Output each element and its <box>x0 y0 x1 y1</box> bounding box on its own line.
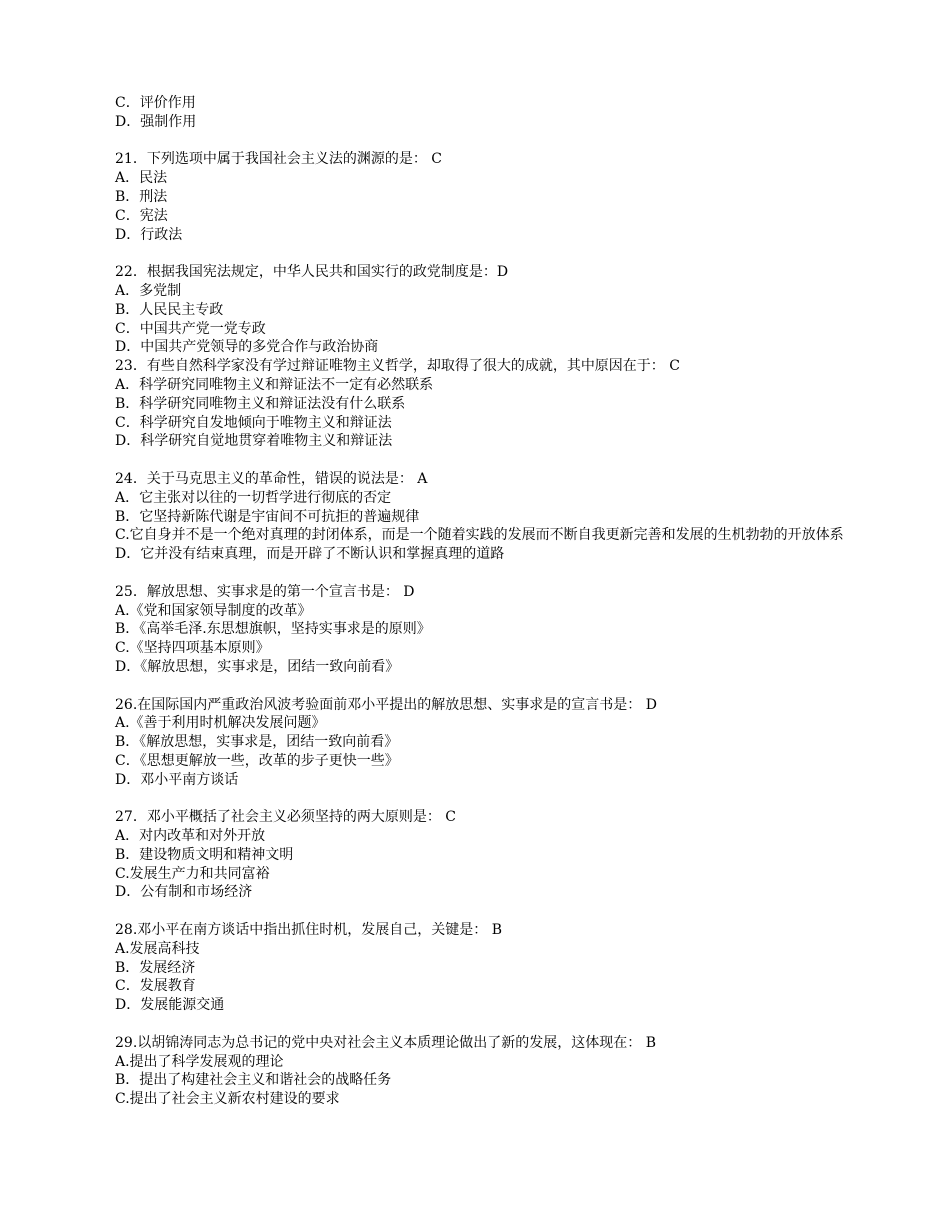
option-line: C．宪法 <box>115 207 168 224</box>
option-line: B．提出了构建社会主义和谐社会的战略任务 <box>115 1072 392 1089</box>
spacer <box>115 132 875 151</box>
option-line: C．《思想更解放一些，改革的步子更快一些》 <box>115 752 399 769</box>
option-line: B．科学研究同唯物主义和辩证法没有什么联系 <box>115 395 406 412</box>
option-line: D．强制作用 <box>115 113 197 130</box>
option-line: C．发展教育 <box>115 978 196 995</box>
option-line: D．公有制和市场经济 <box>115 884 253 901</box>
option-line: B．刑法 <box>115 188 168 205</box>
option-line: C.它自身并不是一个绝对真理的封闭体系，而是一个随着实践的发展而不断自我更新完善和发展的生机勃勃的开放体系 <box>115 527 844 544</box>
option-line: A．科学研究同唯物主义和辩证法不一定有必然联系 <box>115 376 434 393</box>
spacer <box>115 244 875 263</box>
question-stem: 22．根据我国宪法规定，中华人民共和国实行的政党制度是：D <box>115 264 509 281</box>
option-line: A．多党制 <box>115 282 182 299</box>
option-line: A.《党和国家领导制度的改革》 <box>115 602 312 619</box>
option-line: A.提出了科学发展观的理论 <box>115 1053 284 1070</box>
option-line: D．科学研究自觉地贯穿着唯物主义和辩证法 <box>115 433 393 450</box>
option-line: D．邓小平南方谈话 <box>115 771 239 788</box>
option-line: B．发展经济 <box>115 959 196 976</box>
option-line: B．建设物质文明和精神文明 <box>115 846 294 863</box>
option-line: B．《解放思想，实事求是，团结一致向前看》 <box>115 734 399 751</box>
option-line: B．它坚持新陈代谢是宇宙间不可抗拒的普遍规律 <box>115 508 420 525</box>
question-stem: 26.在国际国内严重政治风波考验面前邓小平提出的解放思想、实事求是的宣言书是： D <box>115 696 657 713</box>
option-line: C.《坚持四项基本原则》 <box>115 640 270 657</box>
option-line: C.发展生产力和共同富裕 <box>115 865 270 882</box>
option-line: A．民法 <box>115 170 168 187</box>
option-line: D．发展能源交通 <box>115 997 225 1014</box>
option-line: A．对内改革和对外开放 <box>115 828 266 845</box>
spacer <box>115 789 875 808</box>
spacer <box>115 677 875 696</box>
option-line: B．人民民主专政 <box>115 301 224 318</box>
option-line: B．《高举毛泽.东思想旗帜，坚持实事求是的原则》 <box>115 621 431 638</box>
question-stem: 24．关于马克思主义的革命性，错误的说法是： A <box>115 470 428 487</box>
question-stem: 25．解放思想、实事求是的第一个宣言书是： D <box>115 583 415 600</box>
option-line: A.《善于利用时机解决发展问题》 <box>115 715 326 732</box>
option-line: D．行政法 <box>115 226 183 243</box>
option-line: A.发展高科技 <box>115 940 200 957</box>
question-stem: 29.以胡锦涛同志为总书记的党中央对社会主义本质理论做出了新的发展，这体现在： B <box>115 1034 657 1051</box>
spacer <box>115 1015 875 1034</box>
option-line: C.提出了社会主义新农村建设的要求 <box>115 1091 340 1108</box>
question-stem: 28.邓小平在南方谈话中指出抓住时机，发展自己，关键是： B <box>115 922 503 939</box>
question-stem: 27．邓小平概括了社会主义必须坚持的两大原则是： C <box>115 809 456 826</box>
question-stem: 23．有些自然科学家没有学过辩证唯物主义哲学，却取得了很大的成就，其中原因在于： C <box>115 358 680 375</box>
option-line: A．它主张对以往的一切哲学进行彻底的否定 <box>115 489 392 506</box>
spacer <box>115 451 875 470</box>
option-line: D．它并没有结束真理，而是开辟了不断认识和掌握真理的道路 <box>115 546 505 563</box>
option-line: D．中国共产党领导的多党合作与政治协商 <box>115 339 379 356</box>
option-line: D．《解放思想，实事求是，团结一致向前看》 <box>115 658 400 675</box>
option-line: C．中国共产党一党专政 <box>115 320 266 337</box>
option-line: C．评价作用 <box>115 95 196 111</box>
spacer <box>115 902 875 921</box>
option-line: C．科学研究自发地倾向于唯物主义和辩证法 <box>115 414 392 431</box>
spacer <box>115 564 875 583</box>
document-page <box>115 94 875 1109</box>
question-stem: 21．下列选项中属于我国社会主义法的渊源的是： C <box>115 151 442 168</box>
